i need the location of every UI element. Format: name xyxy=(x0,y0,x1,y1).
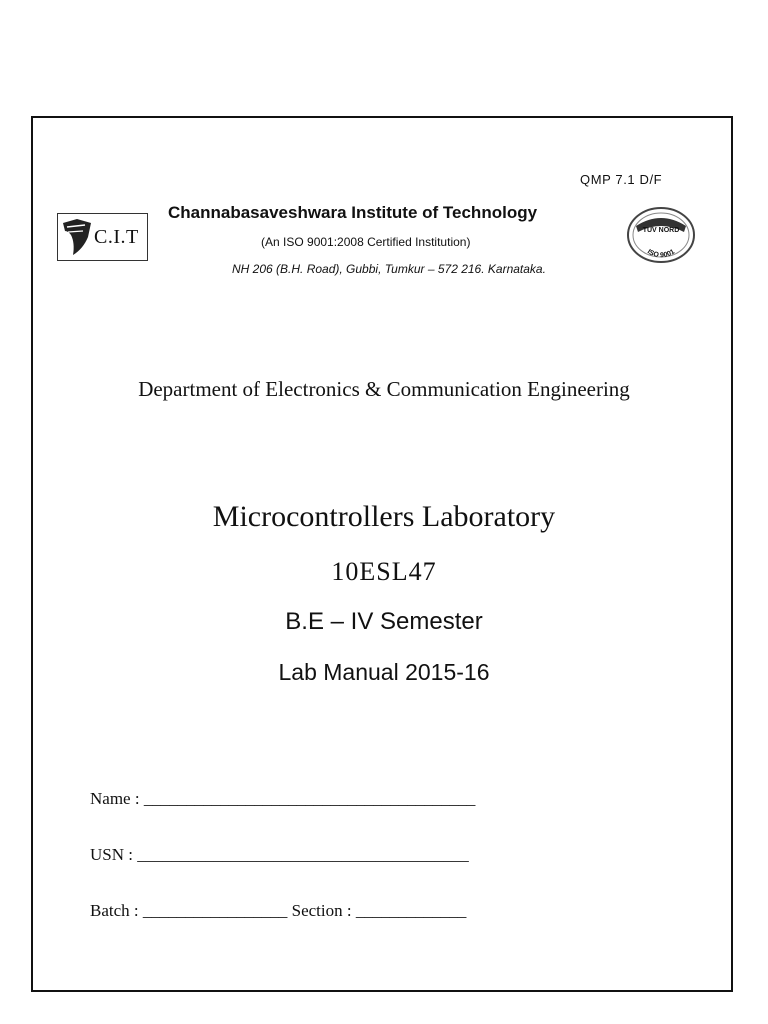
course-title: Microcontrollers Laboratory xyxy=(212,500,556,533)
name-field: Name : _______________________________________ xyxy=(90,789,476,808)
semester-label: B.E – IV Semester xyxy=(285,608,483,635)
svg-text:ISO 9001: ISO 9001 xyxy=(645,248,676,260)
form-code: QMP 7.1 D/F xyxy=(580,172,663,187)
logo-text: C.I.T xyxy=(94,226,139,248)
certification-note: (An ISO 9001:2008 Certified Institution) xyxy=(261,235,471,249)
svg-text:TUV NORD: TUV NORD xyxy=(642,227,680,234)
usn-field: USN : _______________________________________ xyxy=(90,845,469,864)
course-code: 10ESL47 xyxy=(331,557,437,586)
shield-icon xyxy=(61,217,95,257)
institute-address: NH 206 (B.H. Road), Gubbi, Tumkur – 572 216. Karnataka. xyxy=(232,262,546,276)
department-name: Department of Electronics & Communication Engineering xyxy=(138,377,630,401)
iso-seal-icon xyxy=(626,206,696,264)
batch-section-field: Batch : _________________ Section : _____________ xyxy=(90,901,467,920)
institute-logo xyxy=(57,213,148,261)
institute-name: Channabasaveshwara Institute of Technology xyxy=(168,203,538,222)
manual-year: Lab Manual 2015-16 xyxy=(278,659,490,685)
